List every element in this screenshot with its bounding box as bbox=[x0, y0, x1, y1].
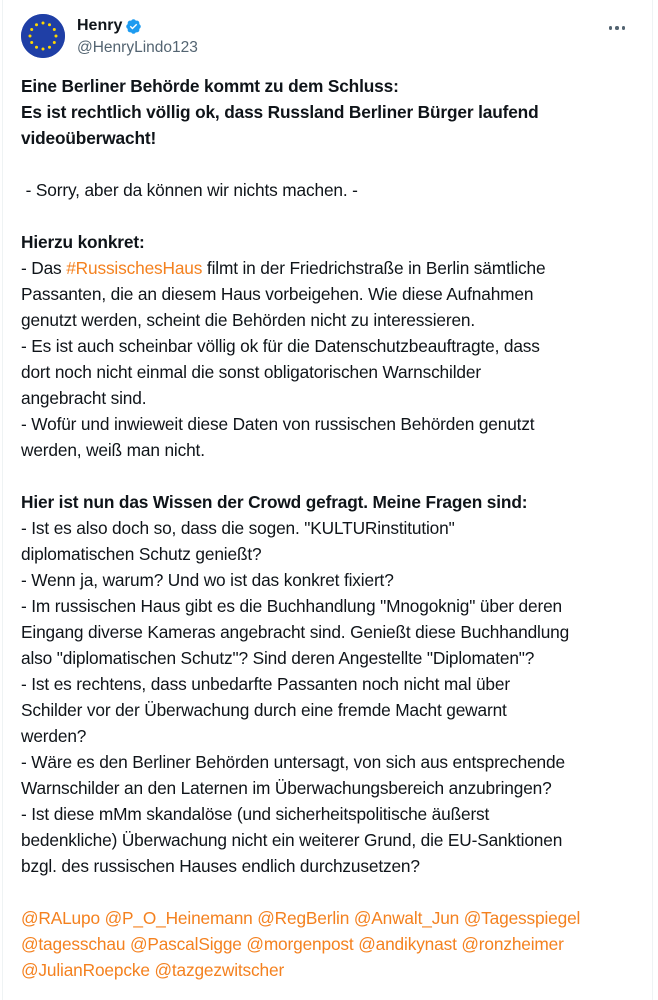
mention-link[interactable]: @morgenpost bbox=[246, 934, 354, 954]
mentions-line bbox=[21, 957, 646, 983]
text-line: - Im russischen Haus gibt es die Buchhandlung "Mnogoknig" über deren bbox=[21, 596, 562, 616]
text-line: Warnschilder an den Laternen im Überwachungsbereich anzubringen? bbox=[21, 778, 552, 798]
text-line: werden? bbox=[21, 726, 87, 746]
text-line: Eingang diverse Kameras angebracht sind. Genießt diese Buchhandlung bbox=[21, 622, 570, 642]
mention-link[interactable]: @ronzheimer bbox=[461, 934, 564, 954]
mention-link[interactable]: @P_O_Heinemann bbox=[104, 908, 253, 928]
text-line: bedenkliche) Überwachung nicht ein weiterer Grund, die EU-Sanktionen bbox=[21, 830, 563, 850]
text-line bbox=[21, 255, 646, 281]
author-handle[interactable]: @HenryLindo123 bbox=[77, 39, 198, 56]
more-horizontal-icon bbox=[622, 26, 626, 30]
more-horizontal-icon bbox=[615, 26, 619, 30]
text-line: diplomatischen Schutz genießt? bbox=[21, 544, 262, 564]
hashtag-link[interactable]: #RussischesHaus bbox=[66, 258, 203, 278]
mention-link[interactable]: @RegBerlin bbox=[257, 908, 350, 928]
mention-link[interactable]: @RALupo bbox=[21, 908, 100, 928]
text-line: - Wäre es den Berliner Behörden untersagt, von sich aus entsprechende bbox=[21, 752, 565, 772]
text-line: Schilder vor der Überwachung durch eine fremde Macht gewarnt bbox=[21, 700, 507, 720]
more-options-button[interactable] bbox=[604, 18, 630, 38]
mentions-line bbox=[21, 931, 646, 957]
text-line: werden, weiß man nicht. bbox=[21, 440, 205, 460]
tweet-header bbox=[21, 14, 634, 60]
avatar[interactable] bbox=[21, 14, 65, 58]
section-heading: Hierzu konkret: bbox=[21, 232, 145, 252]
text-line: - Ist diese mMm skandalöse (und sicherheitspolitische äußerst bbox=[21, 804, 490, 824]
text-fragment: - Das bbox=[21, 258, 67, 278]
text-line: - Wofür und inwieweit diese Daten von russischen Behörden genutzt bbox=[21, 414, 535, 434]
text-line: - Ist es rechtens, dass unbedarfte Passanten noch nicht mal über bbox=[21, 674, 510, 694]
text-line: - Wenn ja, warum? Und wo ist das konkret fixiert? bbox=[21, 570, 394, 590]
eu-flag-avatar-icon bbox=[21, 14, 65, 58]
mention-link[interactable]: @Tagesspiegel bbox=[463, 908, 581, 928]
author-info bbox=[77, 15, 198, 58]
more-horizontal-icon bbox=[609, 26, 613, 30]
mention-link[interactable]: @JulianRoepcke bbox=[21, 960, 150, 980]
intro-line: videoüberwacht! bbox=[21, 128, 157, 148]
intro-line: Es ist rechtlich völlig ok, dass Russland Berliner Bürger laufend bbox=[21, 102, 539, 122]
mention-link[interactable]: @tagesschau bbox=[21, 934, 126, 954]
text-line: also "diplomatischen Schutz"? Sind deren Angestellte "Diplomaten"? bbox=[21, 648, 535, 668]
text-line: dort noch nicht einmal die sonst obligatorischen Warnschilder bbox=[21, 362, 481, 382]
display-name[interactable]: Henry bbox=[77, 17, 123, 34]
mention-link[interactable]: @Anwalt_Jun bbox=[353, 908, 460, 928]
tweet-card bbox=[2, 0, 653, 1000]
text-line: angebracht sind. bbox=[21, 388, 147, 408]
text-line: - Ist es also doch so, dass die sogen. "KULTURinstitution" bbox=[21, 518, 455, 538]
mentions-line bbox=[21, 905, 646, 931]
text-fragment: filmt in der Friedrichstraße in Berlin sämtliche bbox=[202, 258, 546, 278]
text-line: Passanten, die an diesem Haus vorbeigehen. Wie diese Aufnahmen bbox=[21, 284, 534, 304]
verified-badge-icon bbox=[125, 18, 142, 35]
aside-line: - Sorry, aber da können wir nichts machen. - bbox=[21, 180, 358, 200]
section-heading: Hier ist nun das Wissen der Crowd gefragt. Meine Fragen sind: bbox=[21, 492, 528, 512]
text-line: bzgl. des russischen Hauses endlich durchzusetzen? bbox=[21, 856, 420, 876]
mention-link[interactable]: @tazgezwitscher bbox=[154, 960, 285, 980]
mention-link[interactable]: @PascalSigge bbox=[129, 934, 242, 954]
text-line: - Es ist auch scheinbar völlig ok für die Datenschutzbeauftragte, dass bbox=[21, 336, 540, 356]
text-line: genutzt werden, scheint die Behörden nicht zu interessieren. bbox=[21, 310, 476, 330]
display-name-row bbox=[77, 15, 198, 37]
mention-link[interactable]: @andikynast bbox=[358, 934, 457, 954]
intro-line: Eine Berliner Behörde kommt zu dem Schluss: bbox=[21, 76, 399, 96]
tweet-text bbox=[21, 73, 646, 983]
